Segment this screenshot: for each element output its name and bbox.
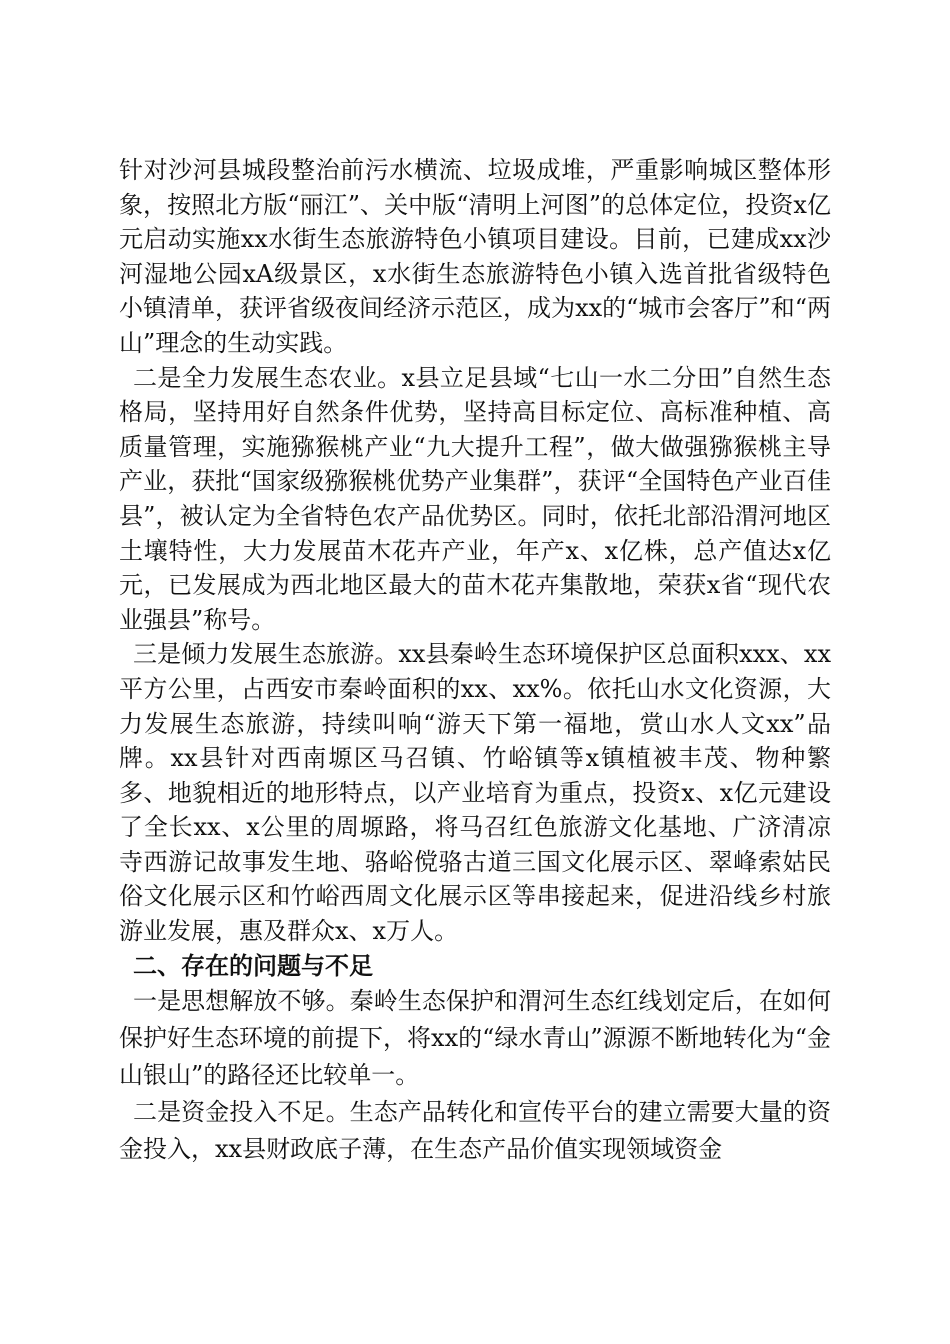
paragraph-funding-shortage: 二是资金投入不足。生态产品转化和宣传平台的建立需要大量的资金投入，xx县财政底子薄，在生态产品价值实现领域资金 xyxy=(119,1098,831,1164)
section-heading-problems: 二、存在的问题与不足 xyxy=(133,950,373,980)
paragraph-eco-agriculture: 二是全力发展生态农业。x县立足县域“七山一水二分田”自然生态格局，坚持用好自然条件优势，坚持高目标定位、高标准种植、高质量管理，实施猕猴桃产业“九大提升工程”，做大做强猕猴桃主导产业，获批“国家级猕猴桃优势产业集群”，获评“全国特色产业百佳县”，被认定为全省特色农产品优势区。同时，依托北部沿渭河地区土壤特性，大力发展苗木花卉产业，年产x、x亿株，总产值达x亿元，已发展成为西北地区最大的苗木花卉集散地，荣获x省“现代农业强县”称号。 xyxy=(119,363,831,634)
paragraph-thought-liberation: 一是思想解放不够。秦岭生态保护和渭河生态红线划定后，在如何保护好生态环境的前提下，将xx的“绿水青山”源源不断地转化为“金山银山”的路径还比较单一。 xyxy=(119,987,831,1090)
document-page xyxy=(119,153,831,1168)
paragraph-eco-tourism: 三是倾力发展生态旅游。xx县秦岭生态环境保护区总面积xxx、xx平方公里，占西安市秦岭面积的xx、xx%。依托山水文化资源，大力发展生态旅游，持续叫响“游天下第一福地，赏山水人文xx”品牌。xx县针对西南塬区马召镇、竹峪镇等x镇植被丰茂、物种繁多、地貌相近的地形特点，以产业培育为重点，投资x、x亿元建设了全长xx、x公里的周塬路，将马召红色旅游文化基地、广济清凉寺西游记故事发生地、骆峪傥骆古道三国文化展示区、翠峰索姑民俗文化展示区和竹峪西周文化展示区等串接起来，促进沿线乡村旅游业发展，惠及群众x、x万人。 xyxy=(119,640,831,946)
paragraph-water-street-town: 针对沙河县城段整治前污水横流、垃圾成堆，严重影响城区整体形象，按照北方版“丽江”、关中版“清明上河图”的总体定位，投资x亿元启动实施xx水街生态旅游特色小镇项目建设。目前，已建成xx沙河湿地公园xA级景区，x水街生态旅游特色小镇入选首批省级特色小镇清单，获评省级夜间经济示范区，成为xx的“城市会客厅”和“两山”理念的生动实践。 xyxy=(119,156,831,357)
